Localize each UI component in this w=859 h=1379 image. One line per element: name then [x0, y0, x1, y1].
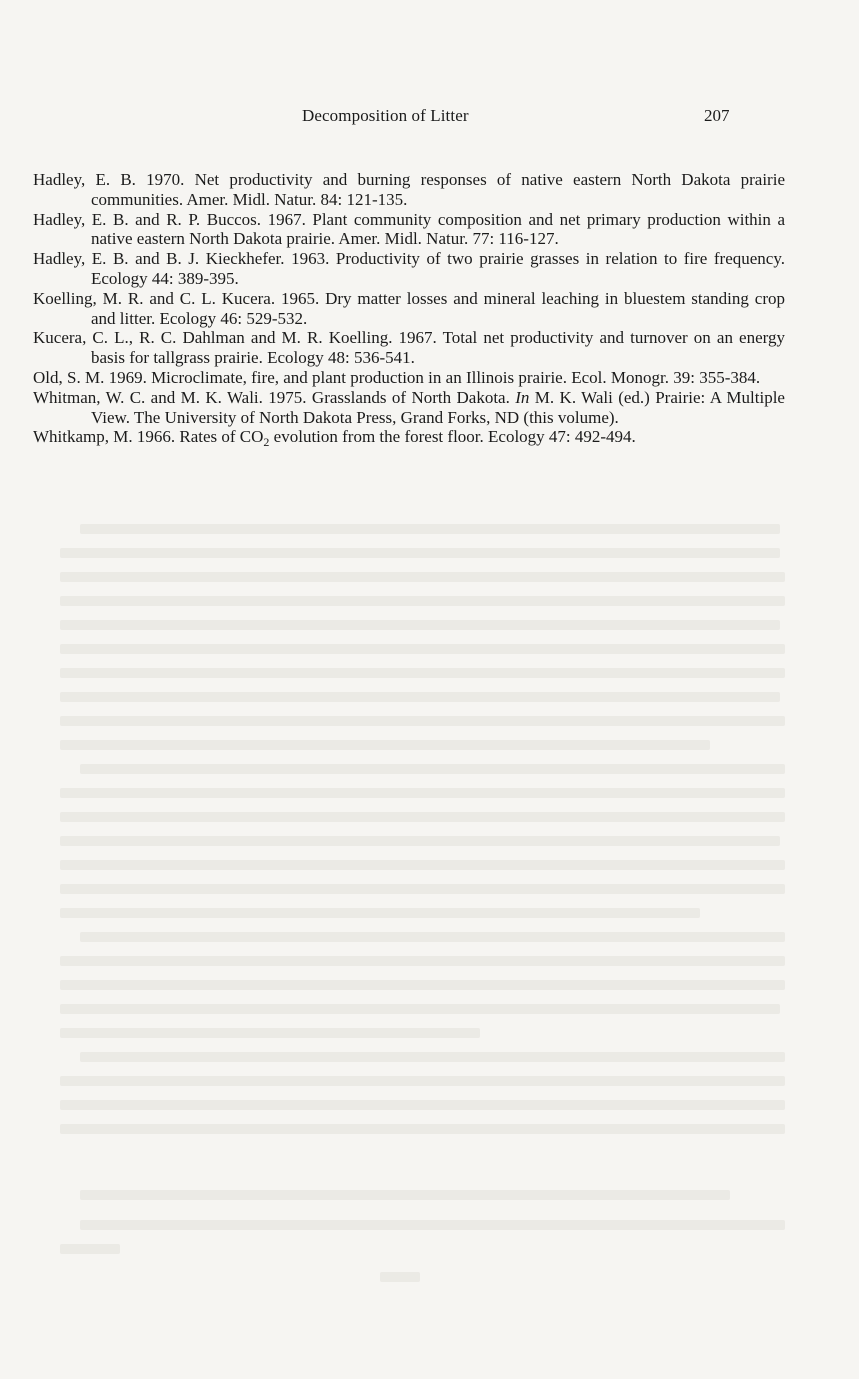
reference-text-before: Whitman, W. C. and M. K. Wali. 1975. Grasslands of North Dakota. — [33, 387, 516, 407]
reference-text-before: Whitkamp, M. 1966. Rates of CO — [33, 427, 264, 447]
reference-entry — [33, 289, 785, 329]
reference-entry — [33, 170, 785, 210]
reference-entry — [33, 427, 785, 450]
running-title: Decomposition of Litter — [302, 106, 469, 125]
reference-text-after: evolution from the forest floor. Ecology 47: 492-494. — [269, 427, 636, 447]
page-number: 207 — [704, 106, 730, 125]
running-head — [0, 106, 859, 130]
reference-text: Kucera, C. L., R. C. Dahlman and M. R. Koelling. 1967. Total net productivity and turnover on an energy basis for tallgrass prairie. Ecology 48: 536-541. — [33, 328, 785, 368]
reference-text: Hadley, E. B. 1970. Net productivity and burning responses of native eastern North Dakota prairie communities. Amer. Midl. Natur. 84: 121-135. — [33, 170, 785, 209]
reference-text: Koelling, M. R. and C. L. Kucera. 1965. Dry matter losses and mineral leaching in bluestem standing crop and litter. Ecology 46: 529-532. — [33, 288, 785, 328]
reference-entry — [33, 388, 785, 428]
reference-text: Old, S. M. 1969. Microclimate, fire, and plant production in an Illinois prairie. Ecol. Monogr. 39: 355-384. — [33, 367, 761, 387]
reference-entry — [33, 328, 785, 368]
reference-subscript: 2 — [263, 435, 270, 450]
reference-entry — [33, 210, 785, 250]
reference-text: Hadley, E. B. and R. P. Buccos. 1967. Plant community composition and net primary production within a native eastern North Dakota prairie. Amer. Midl. Natur. 77: 116-127. — [33, 209, 785, 249]
reference-list — [33, 170, 785, 450]
reference-text: Hadley, E. B. and B. J. Kieckhefer. 1963. Productivity of two prairie grasses in relation to fire frequency. Ecology 44: 389-395. — [33, 249, 785, 288]
reference-entry — [33, 249, 785, 289]
reference-text-after: M. K. Wali (ed.) Prairie: A Multiple View. The University of North Dakota Press, Grand Forks, ND (this volume). — [91, 387, 785, 427]
reference-entry — [33, 368, 785, 388]
reference-italic: In — [515, 387, 530, 407]
